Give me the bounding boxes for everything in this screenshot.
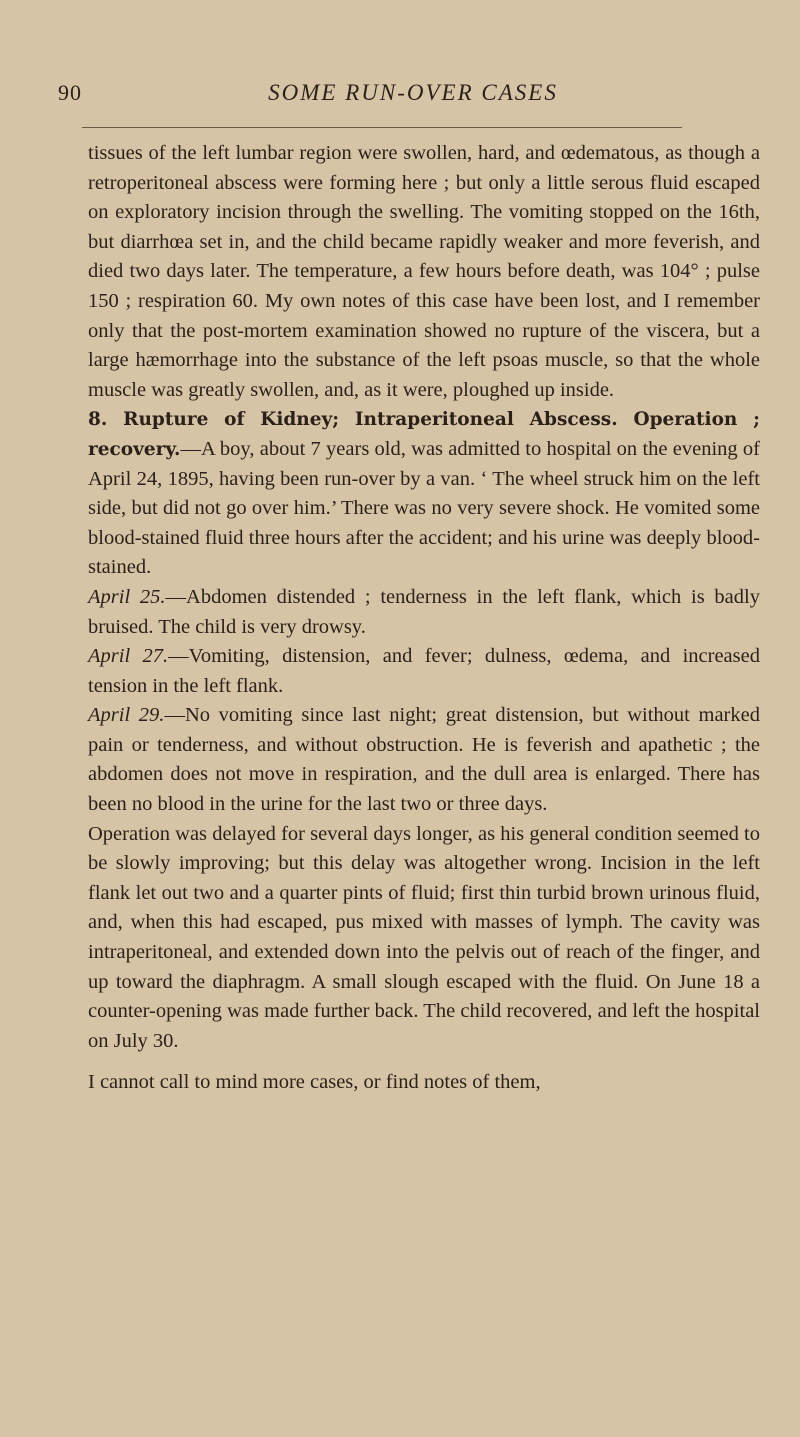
paragraph-continued xyxy=(88,139,760,405)
paragraph-case-8 xyxy=(88,405,760,583)
page-header xyxy=(58,80,768,120)
paragraph-text: I cannot call to mind more cases, or find notes of them, xyxy=(88,1071,541,1094)
paragraph-text: —A boy, about 7 years old, was admitted to hospital on the evening of April 24, 1895, having been run-over by a van. ‘ The wheel struck him on the left side, but did not go over him.’ There was no very severe shock. He vomited some blood-stained fluid three hours after the accident; and his urine was deeply blood-stained. xyxy=(88,437,760,579)
entry-date: April 27. xyxy=(88,645,169,668)
paragraph-text: —Vomiting, distension, and fever; dulness, œdema, and increased tension in the left flank. xyxy=(88,645,760,697)
paragraph-operation xyxy=(88,820,760,1057)
case-heading: 8. Rupture of Kidney; Intraperitoneal Abscess. Operation ; recovery. xyxy=(88,409,760,460)
paragraph-text: tissues of the left lumbar region were swollen, hard, and œdematous, as though a retroperitoneal abscess were forming here ; but only a little serous fluid escaped on exploratory incision through the swelling. The vomiting stopped on the 16th, but diarrhœa set in, and the child became rapidly weaker and more feverish, and died two days later. The temperature, a few hours before death, was 104° ; pulse 150 ; respiration 60. My own notes of this case have been lost, and I remember only that the post-mortem examination showed no rupture of the viscera, but a large hæmorrhage into the substance of the left psoas muscle, so that the whole muscle was greatly swollen, and, as it were, ploughed up inside. xyxy=(88,142,760,401)
paragraph-april-27 xyxy=(88,642,760,701)
page-body xyxy=(88,139,760,1098)
paragraph-text: Operation was delayed for several days longer, as his general condition seemed to be slowly improving; but this delay was altogether wrong. Incision in the left flank let out two and a quarter pints of fluid; first thin turbid brown urinous fluid, and, when this had escaped, pus mixed with masses of lymph. The cavity was intraperitoneal, and extended down into the pelvis out of reach of the finger, and up toward the diaphragm. A small slough escaped with the fluid. On June 18 a counter-opening was made further back. The child recovered, and left the hospital on July 30. xyxy=(88,822,760,1052)
paragraph-text: —Abdomen distended ; tenderness in the left flank, which is badly bruised. The child is very drowsy. xyxy=(88,585,760,638)
header-rule xyxy=(82,127,682,128)
entry-date: April 29. xyxy=(88,704,165,727)
running-head: SOME RUN-OVER CASES xyxy=(268,80,558,105)
paragraph-closing xyxy=(88,1068,760,1098)
page-number: 90 xyxy=(58,80,82,105)
paragraph-text: —No vomiting since last night; great distension, but without marked pain or tenderness, and without obstruction. He is feverish and apathetic ; the abdomen does not move in respiration, and the dull area is enlarged. There has been no blood in the urine for the last two or three days. xyxy=(88,704,760,816)
paragraph-april-29 xyxy=(88,701,760,819)
entry-date: April 25. xyxy=(88,585,166,608)
paragraph-april-25 xyxy=(88,583,760,642)
